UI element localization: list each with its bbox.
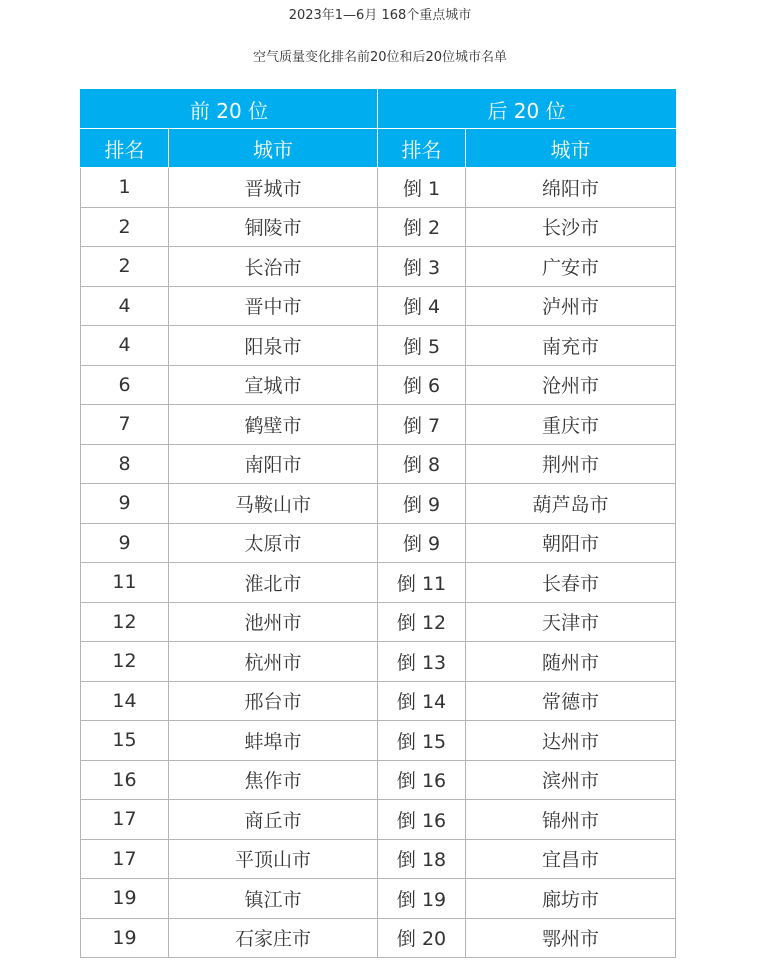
top-city-cell: 马鞍山市 xyxy=(169,484,378,524)
table-row xyxy=(81,879,676,919)
bottom-rank-cell: 倒 2 xyxy=(378,207,466,247)
bottom-city-cell: 达州市 xyxy=(466,721,676,761)
bottom-city-cell: 沧州市 xyxy=(466,365,676,405)
column-header-row xyxy=(81,129,676,168)
bottom-city-cell: 滨州市 xyxy=(466,760,676,800)
top-city-cell: 鹤壁市 xyxy=(169,405,378,445)
bottom-city-cell: 随州市 xyxy=(466,642,676,682)
top-city-cell: 晋城市 xyxy=(169,168,378,208)
table-row xyxy=(81,444,676,484)
ranking-table xyxy=(80,89,676,958)
page-subtitle: 空气质量变化排名前20位和后20位城市名单 xyxy=(252,50,508,65)
bottom-city-cell: 天津市 xyxy=(466,602,676,642)
table-row xyxy=(81,563,676,603)
table-row xyxy=(81,839,676,879)
table-row xyxy=(81,760,676,800)
bottom-rank-cell: 倒 5 xyxy=(378,326,466,366)
bottom-rank-cell: 倒 7 xyxy=(378,405,466,445)
bottom-city-cell: 长春市 xyxy=(466,563,676,603)
top-rank-cell: 2 xyxy=(81,207,169,247)
bottom-city-cell: 绵阳市 xyxy=(466,168,676,208)
bottom-city-cell: 常德市 xyxy=(466,681,676,721)
top-rank-cell: 4 xyxy=(81,286,169,326)
top-rank-cell: 12 xyxy=(81,642,169,682)
table-row xyxy=(81,681,676,721)
top-city-cell: 焦作市 xyxy=(169,760,378,800)
top-rank-cell: 19 xyxy=(81,879,169,919)
table-row xyxy=(81,326,676,366)
top-rank-cell: 11 xyxy=(81,563,169,603)
column-header-rank: 排名 xyxy=(81,129,169,168)
table-row xyxy=(81,168,676,208)
table-row xyxy=(81,405,676,445)
top-city-cell: 池州市 xyxy=(169,602,378,642)
top-city-cell: 商丘市 xyxy=(169,800,378,840)
top-city-cell: 太原市 xyxy=(169,523,378,563)
bottom-rank-cell: 倒 11 xyxy=(378,563,466,603)
table-row xyxy=(81,721,676,761)
group-header-bottom20: 后 20 位 xyxy=(378,90,676,129)
bottom-rank-cell: 倒 4 xyxy=(378,286,466,326)
bottom-city-cell: 南充市 xyxy=(466,326,676,366)
bottom-city-cell: 葫芦岛市 xyxy=(466,484,676,524)
bottom-rank-cell: 倒 18 xyxy=(378,839,466,879)
table-row xyxy=(81,484,676,524)
top-city-cell: 平顶山市 xyxy=(169,839,378,879)
bottom-city-cell: 荆州市 xyxy=(466,444,676,484)
bottom-rank-cell: 倒 13 xyxy=(378,642,466,682)
top-city-cell: 阳泉市 xyxy=(169,326,378,366)
bottom-rank-cell: 倒 15 xyxy=(378,721,466,761)
top-city-cell: 长治市 xyxy=(169,247,378,287)
bottom-rank-cell: 倒 16 xyxy=(378,760,466,800)
top-city-cell: 石家庄市 xyxy=(169,918,378,958)
top-city-cell: 宣城市 xyxy=(169,365,378,405)
top-rank-cell: 14 xyxy=(81,681,169,721)
bottom-rank-cell: 倒 19 xyxy=(378,879,466,919)
bottom-city-cell: 重庆市 xyxy=(466,405,676,445)
bottom-city-cell: 锦州市 xyxy=(466,800,676,840)
top-rank-cell: 15 xyxy=(81,721,169,761)
bottom-city-cell: 泸州市 xyxy=(466,286,676,326)
table-row xyxy=(81,800,676,840)
top-city-cell: 杭州市 xyxy=(169,642,378,682)
group-header-row xyxy=(81,90,676,129)
table-body xyxy=(81,168,676,958)
column-header-city-bottom: 城市 xyxy=(466,129,676,168)
table-row xyxy=(81,642,676,682)
table-row xyxy=(81,523,676,563)
table-row xyxy=(81,918,676,958)
top-rank-cell: 9 xyxy=(81,523,169,563)
bottom-rank-cell: 倒 3 xyxy=(378,247,466,287)
group-header-top20: 前 20 位 xyxy=(81,90,378,129)
top-city-cell: 镇江市 xyxy=(169,879,378,919)
bottom-rank-cell: 倒 6 xyxy=(378,365,466,405)
top-rank-cell: 9 xyxy=(81,484,169,524)
bottom-city-cell: 宜昌市 xyxy=(466,839,676,879)
column-header-city: 城市 xyxy=(169,129,378,168)
top-rank-cell: 2 xyxy=(81,247,169,287)
bottom-rank-cell: 倒 20 xyxy=(378,918,466,958)
top-city-cell: 晋中市 xyxy=(169,286,378,326)
top-rank-cell: 17 xyxy=(81,800,169,840)
top-rank-cell: 16 xyxy=(81,760,169,800)
table-row xyxy=(81,365,676,405)
top-rank-cell: 1 xyxy=(81,168,169,208)
top-rank-cell: 4 xyxy=(81,326,169,366)
table-row xyxy=(81,286,676,326)
table-row xyxy=(81,602,676,642)
top-city-cell: 邢台市 xyxy=(169,681,378,721)
top-rank-cell: 7 xyxy=(81,405,169,445)
top-rank-cell: 19 xyxy=(81,918,169,958)
bottom-city-cell: 朝阳市 xyxy=(466,523,676,563)
bottom-rank-cell: 倒 9 xyxy=(378,484,466,524)
bottom-rank-cell: 倒 1 xyxy=(378,168,466,208)
top-city-cell: 淮北市 xyxy=(169,563,378,603)
top-rank-cell: 8 xyxy=(81,444,169,484)
column-header-rank-bottom: 排名 xyxy=(378,129,466,168)
bottom-city-cell: 长沙市 xyxy=(466,207,676,247)
bottom-rank-cell: 倒 8 xyxy=(378,444,466,484)
top-rank-cell: 12 xyxy=(81,602,169,642)
table-row xyxy=(81,207,676,247)
bottom-city-cell: 廊坊市 xyxy=(466,879,676,919)
top-city-cell: 铜陵市 xyxy=(169,207,378,247)
bottom-city-cell: 广安市 xyxy=(466,247,676,287)
top-rank-cell: 6 xyxy=(81,365,169,405)
top-city-cell: 蚌埠市 xyxy=(169,721,378,761)
bottom-rank-cell: 倒 9 xyxy=(378,523,466,563)
top-rank-cell: 17 xyxy=(81,839,169,879)
top-city-cell: 南阳市 xyxy=(169,444,378,484)
bottom-rank-cell: 倒 14 xyxy=(378,681,466,721)
bottom-city-cell: 鄂州市 xyxy=(466,918,676,958)
bottom-rank-cell: 倒 16 xyxy=(378,800,466,840)
page-title: 2023年1—6月 168个重点城市 xyxy=(288,8,472,23)
bottom-rank-cell: 倒 12 xyxy=(378,602,466,642)
table-row xyxy=(81,247,676,287)
